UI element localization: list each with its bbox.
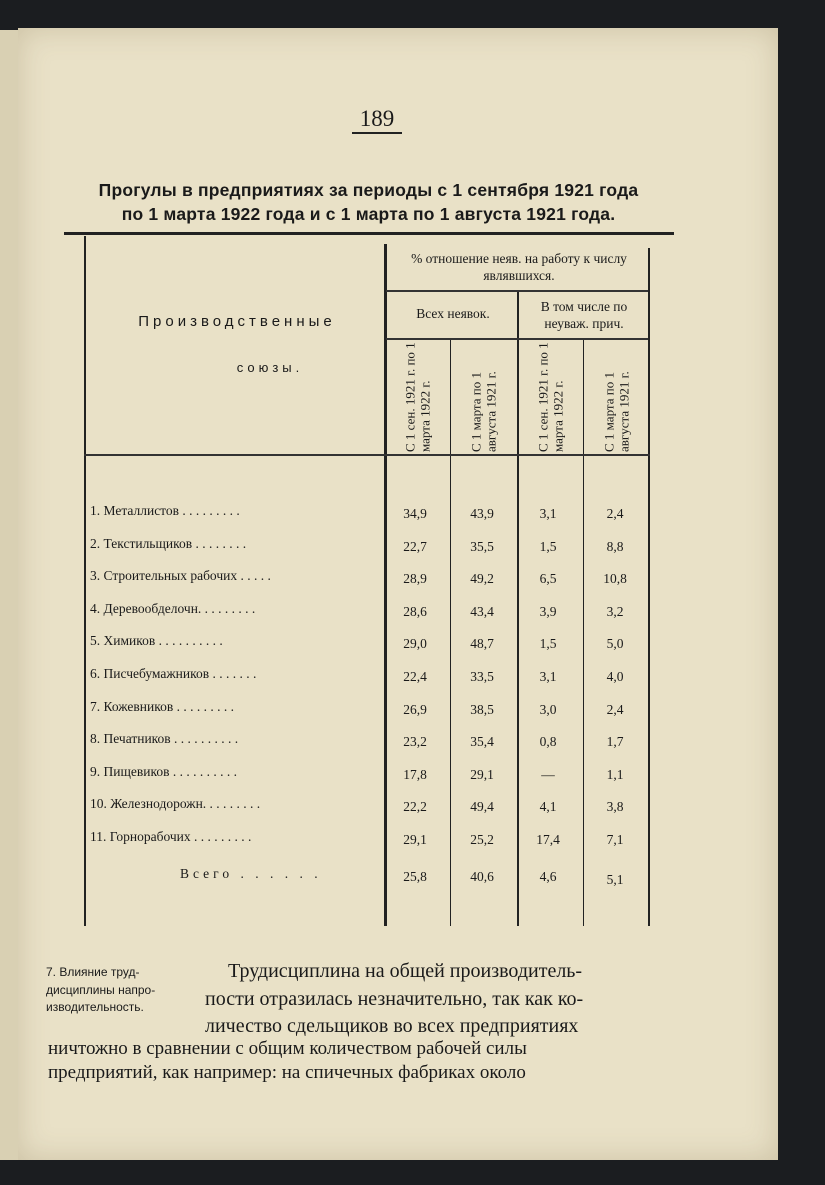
row-value-2: 38,5	[470, 702, 494, 717]
total-label: Всего . . . . . .	[180, 866, 322, 881]
row-value-3: 6,5	[539, 571, 557, 586]
row-value-3: 3,9	[539, 604, 557, 619]
table-left-border	[84, 236, 86, 926]
title-rule	[64, 232, 674, 235]
col-header-wrap-3	[516, 342, 586, 452]
row-value-3: —	[541, 767, 555, 782]
row-value-1: 34,9	[403, 506, 427, 521]
margin-note-line-3: изводительность.	[46, 1000, 144, 1014]
row-value-4: 10,8	[603, 571, 627, 586]
row-value-4: 8,8	[606, 539, 624, 554]
row-value-4: 1,1	[606, 767, 624, 782]
header-main: % отношение неяв. на работу к числу являвшихся.	[411, 251, 627, 283]
col-header-wrap-1	[383, 342, 453, 452]
row-value-3: 0,8	[539, 734, 557, 749]
margin-note-line-2: дисциплины напро-	[46, 982, 156, 997]
row-label: 6. Писчебумажников . . . . . . .	[90, 666, 257, 681]
row-label: 4. Деревообделочн. . . . . . . . .	[90, 601, 256, 616]
row-value-4: 3,2	[606, 604, 624, 619]
body-line-4: ничтожно в сравнении с общим количеством рабочей силы	[48, 1038, 527, 1059]
row-value-4: 5,0	[606, 636, 624, 651]
header-rule-2	[386, 338, 648, 340]
row-value-1: 26,9	[403, 702, 427, 717]
row-value-1: 28,6	[403, 604, 427, 619]
row-value-1: 23,2	[403, 734, 427, 749]
header-bottom-rule	[84, 454, 650, 456]
body-line-2: пости отразилась незначительно, так как ко-	[205, 988, 584, 1010]
row-value-1: 17,8	[403, 767, 427, 782]
row-label: 10. Железнодорожн. . . . . . . . .	[90, 796, 261, 811]
row-value-3: 3,0	[539, 702, 557, 717]
row-value-3: 17,4	[536, 832, 560, 847]
row-value-2: 25,2	[470, 832, 494, 847]
header-unions: Производственные	[138, 313, 336, 330]
col-header-period-1: С 1 сен. 1921 г. по 1 марта 1922 г.	[402, 342, 432, 452]
row-value-3: 1,5	[539, 636, 557, 651]
row-value-1: 22,7	[403, 539, 427, 554]
margin-note	[46, 964, 196, 1017]
total-value-3: 4,6	[539, 869, 557, 884]
total-value-4: 5,1	[606, 872, 624, 887]
row-value-2: 49,4	[470, 799, 494, 814]
row-value-2: 43,9	[470, 506, 494, 521]
row-value-1: 22,4	[403, 669, 427, 684]
body-line-5: предприятий, как например: на спичечных фабриках около	[48, 1062, 526, 1083]
row-value-4: 2,4	[606, 506, 624, 521]
title-line-2: по 1 марта 1922 года и с 1 марта по 1 августа 1921 года.	[121, 204, 616, 224]
row-value-1: 29,1	[403, 832, 427, 847]
row-value-1: 28,9	[403, 571, 427, 586]
col-header-period-4: С 1 марта по 1 августа 1921 г.	[601, 371, 631, 452]
row-value-4: 4,0	[606, 669, 624, 684]
row-label: 3. Строительных рабочих . . . . .	[90, 568, 271, 583]
row-value-3: 1,5	[539, 539, 557, 554]
row-label: 11. Горнорабочих . . . . . . . . .	[90, 829, 252, 844]
table-title	[56, 178, 681, 226]
page-number: 189	[352, 106, 402, 134]
row-label: 8. Печатников . . . . . . . . . .	[90, 731, 239, 746]
margin-note-line-1: 7. Влияние труд-	[46, 965, 140, 979]
row-label: 2. Текстильщиков . . . . . . . .	[90, 536, 247, 551]
row-value-2: 43,4	[470, 604, 494, 619]
col-header-wrap-2	[449, 342, 519, 452]
header-rule-1	[386, 290, 648, 292]
title-line-1: Прогулы в предприятиях за периоды с 1 сентября 1921 года	[98, 180, 639, 200]
total-value-1: 25,8	[403, 869, 427, 884]
row-value-2: 29,1	[470, 767, 494, 782]
body-line-3: личество сдельщиков во всех предприятиях	[205, 1015, 579, 1037]
row-value-1: 22,2	[403, 799, 427, 814]
row-value-4: 2,4	[606, 702, 624, 717]
row-label: 5. Химиков . . . . . . . . . .	[90, 633, 223, 648]
col-header-wrap-4	[582, 342, 652, 452]
row-label: 9. Пищевиков . . . . . . . . . .	[90, 764, 237, 779]
header-all-absences: Всех неявок.	[416, 306, 490, 321]
col-header-period-2: С 1 марта по 1 августа 1921 г.	[468, 371, 498, 452]
row-value-3: 4,1	[539, 799, 557, 814]
row-label: 1. Металлистов . . . . . . . . .	[90, 503, 240, 518]
row-value-2: 33,5	[470, 669, 494, 684]
row-value-2: 35,4	[470, 734, 494, 749]
row-value-3: 3,1	[539, 669, 557, 684]
total-value-2: 40,6	[470, 869, 494, 884]
col-header-period-3: С 1 сен. 1921 г. по 1 марта 1922 г.	[535, 342, 565, 452]
row-value-2: 48,7	[470, 636, 494, 651]
row-value-3: 3,1	[539, 506, 557, 521]
row-label: 7. Кожевников . . . . . . . . .	[90, 699, 234, 714]
row-value-4: 1,7	[606, 734, 624, 749]
row-value-1: 29,0	[403, 636, 427, 651]
row-value-2: 35,5	[470, 539, 494, 554]
row-value-2: 49,2	[470, 571, 494, 586]
row-value-4: 7,1	[606, 832, 624, 847]
header-unexcused: В том числе по неуваж. прич.	[540, 299, 628, 331]
row-value-4: 3,8	[606, 799, 624, 814]
body-line-1: Трудисциплина на общей производитель-	[228, 960, 583, 982]
header-unions-sub: союзы.	[236, 360, 304, 375]
